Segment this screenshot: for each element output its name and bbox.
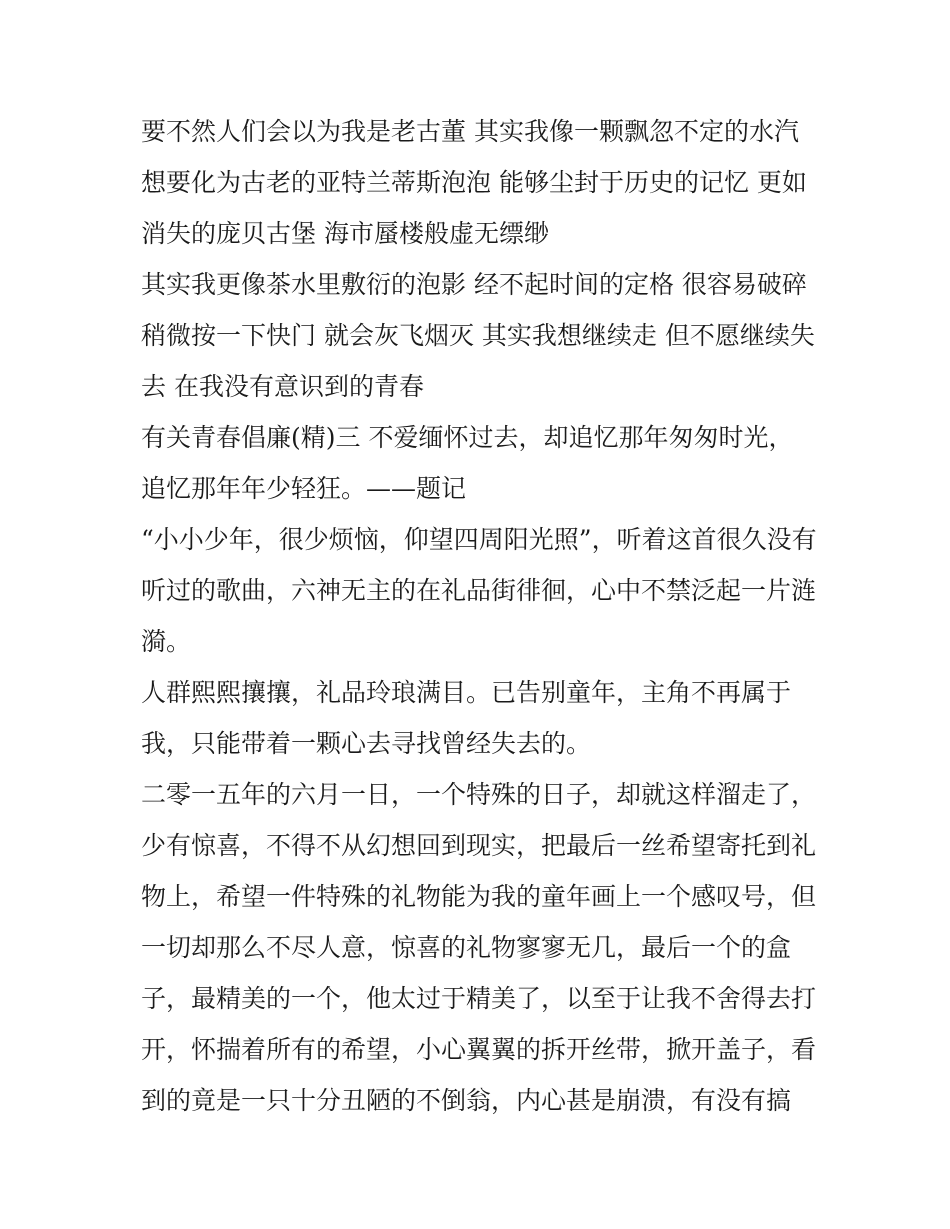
text-line: 消失的庞贝古堡 海市蜃楼般虚无缥缈 bbox=[141, 219, 549, 248]
text-line: 少有惊喜，不得不从幻想回到现实，把最后一丝希望寄托到礼 bbox=[141, 831, 817, 860]
text-line: 物上，希望一件特殊的礼物能为我的童年画上一个感叹号，但 bbox=[141, 882, 817, 911]
text-line: 听过的歌曲，六神无主的在礼品街徘徊，心中不禁泛起一片涟 bbox=[141, 576, 817, 605]
text-line: 其实我更像茶水里敷衍的泡影 经不起时间的定格 很容易破碎 bbox=[141, 270, 807, 299]
text-line: 人群熙熙攘攘，礼品玲琅满目。已告别童年，主角不再属于 bbox=[141, 678, 792, 707]
text-line: 我，只能带着一颗心去寻找曾经失去的。 bbox=[141, 729, 592, 758]
text-line: 想要化为古老的亚特兰蒂斯泡泡 能够尘封于历史的记忆 更如 bbox=[141, 168, 807, 197]
text-line: 稍微按一下快门 就会灰飞烟灭 其实我想继续走 但不愿继续失 bbox=[141, 321, 815, 350]
text-line: “小小少年，很少烦恼，仰望四周阳光照”，听着这首很久没有 bbox=[141, 525, 817, 554]
text-line: 去 在我没有意识到的青春 bbox=[141, 372, 424, 401]
text-line: 开，怀揣着所有的希望，小心翼翼的拆开丝带，掀开盖子，看 bbox=[141, 1035, 817, 1064]
text-line: 要不然人们会以为我是老古董 其实我像一颗飘忽不定的水汽 bbox=[141, 117, 799, 146]
text-line: 追忆那年年少轻狂。——题记 bbox=[141, 474, 467, 503]
text-line: 二零一五年的六月一日，一个特殊的日子，却就这样溜走了， bbox=[141, 780, 817, 809]
text-line: 有关青春倡廉(精)三 不爱缅怀过去，却追忆那年匆匆时光， bbox=[141, 423, 794, 452]
text-line: 子，最精美的一个，他太过于精美了，以至于让我不舍得去打 bbox=[141, 984, 817, 1013]
document-body bbox=[141, 106, 821, 1126]
text-line: 一切却那么不尽人意，惊喜的礼物寥寥无几，最后一个的盒 bbox=[141, 933, 792, 962]
text-line: 到的竟是一只十分丑陋的不倒翁，内心甚是崩溃，有没有搞 bbox=[141, 1086, 792, 1115]
text-line: 漪。 bbox=[141, 627, 192, 656]
